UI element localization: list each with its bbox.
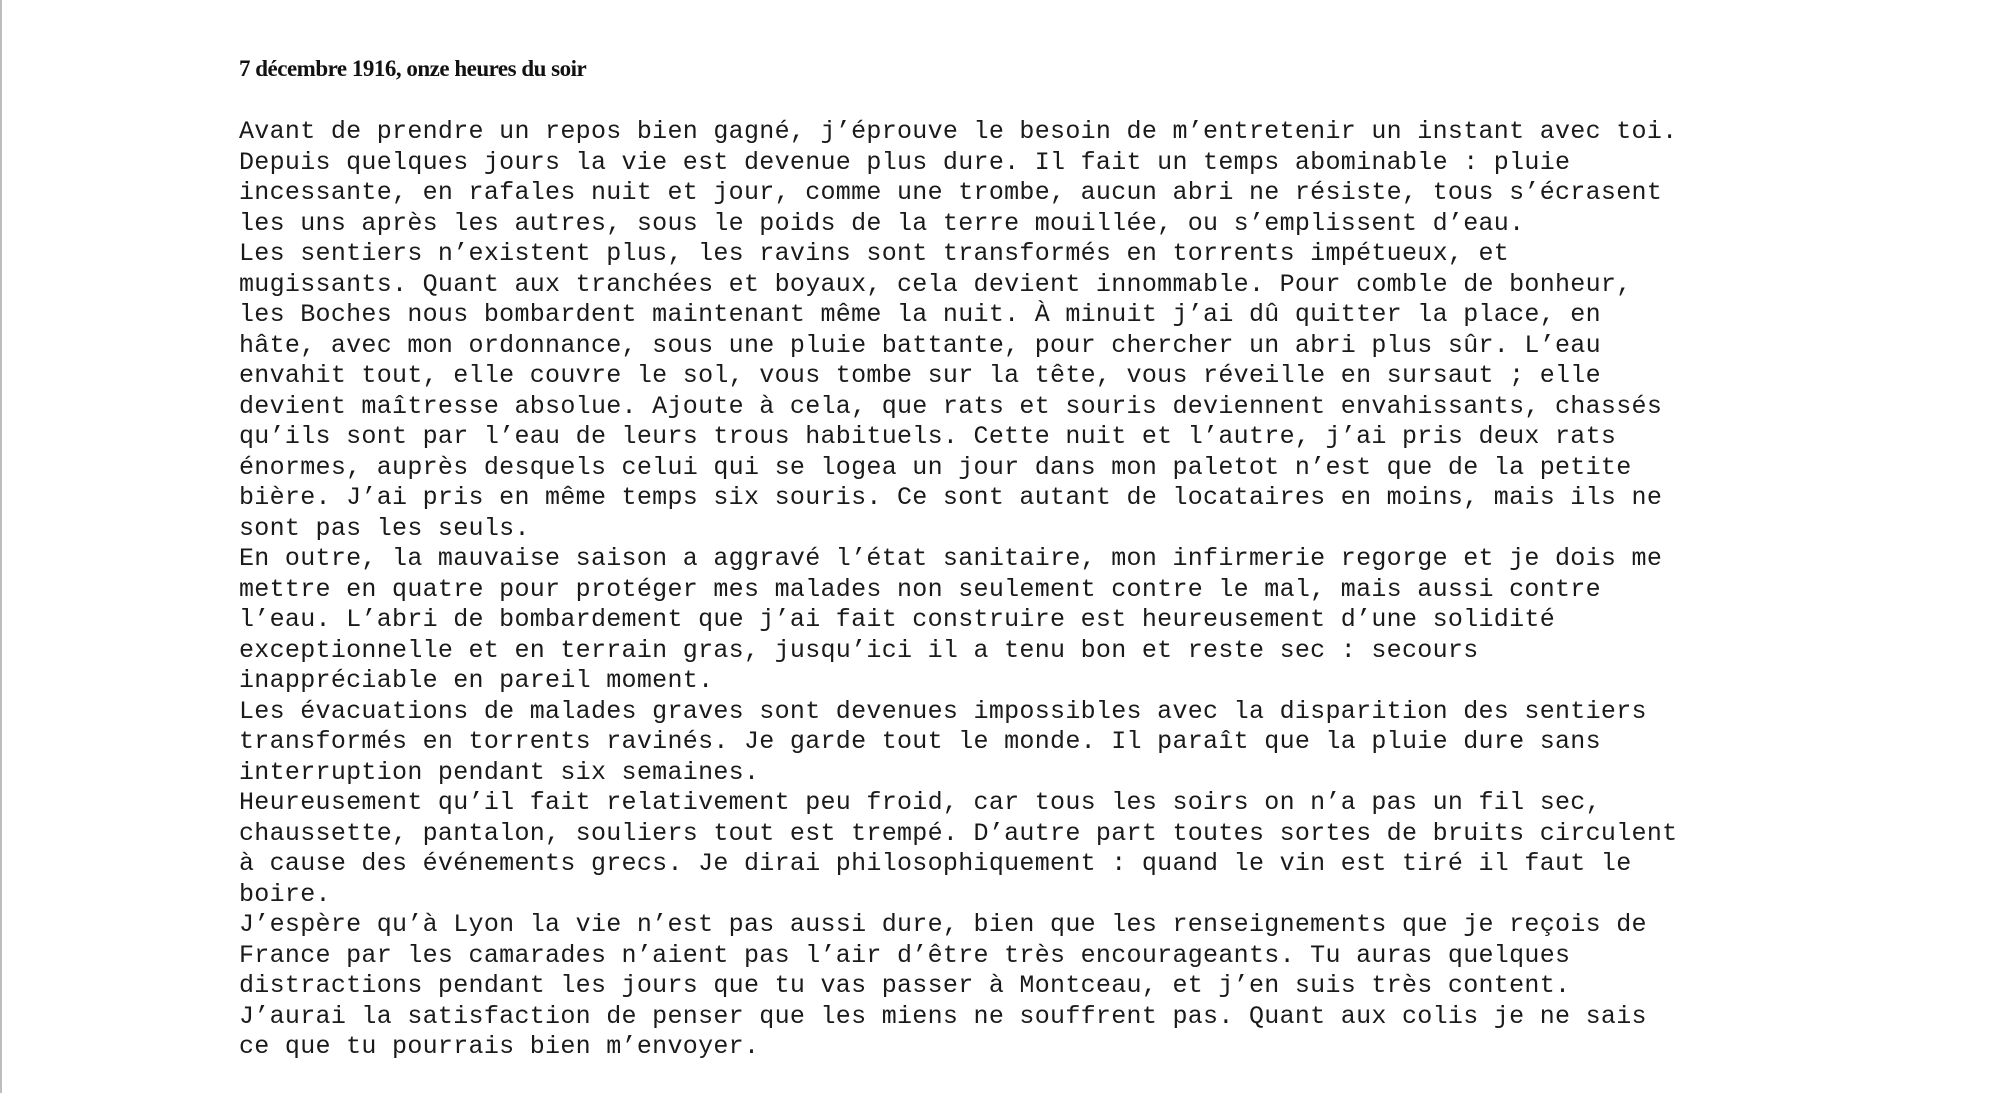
letter-date-heading: 7 décembre 1916, onze heures du soir — [239, 56, 587, 81]
body-line: exceptionnelle et en terrain gras, jusqu’ici il a tenu bon et reste sec : secours — [239, 635, 1479, 665]
page-left-border — [0, 0, 2, 1093]
body-line: ce que tu pourrais bien m’envoyer. — [239, 1032, 760, 1061]
body-line: qu’ils sont par l’eau de leurs trous habituels. Cette nuit et l’autre, j’ai pris deux rats — [239, 422, 1617, 451]
body-line: incessante, en rafales nuit et jour, comme une trombe, aucun abri ne résiste, tous s’écrasent — [239, 178, 1663, 207]
body-line: En outre, la mauvaise saison a aggravé l’état sanitaire, mon infirmerie regorge et je dois me — [239, 544, 1663, 573]
body-line: boire. — [239, 879, 331, 909]
body-line: devient maîtresse absolue. Ajoute à cela, que rats et souris deviennent envahissants, chassés — [239, 391, 1663, 421]
body-line: les Boches nous bombardent maintenant même la nuit. À minuit j’ai dû quitter la place, en — [239, 300, 1601, 329]
body-line: mettre en quatre pour protéger mes malades non seulement contre le mal, mais aussi contre — [239, 574, 1601, 604]
letter-body — [239, 117, 1677, 1063]
body-line: sont pas les seuls. — [239, 513, 530, 543]
body-line: Les sentiers n’existent plus, les ravins sont transformés en torrents impétueux, et — [239, 239, 1510, 268]
body-line: à cause des événements grecs. Je dirai philosophiquement : quand le vin est tiré il faut le — [239, 849, 1632, 878]
body-line: France par les camarades n’aient pas l’air d’être très encourageants. Tu auras quelques — [239, 940, 1571, 970]
body-line: envahit tout, elle couvre le sol, vous tombe sur la tête, vous réveille en sursaut ; elle — [239, 361, 1601, 390]
body-line: Heureusement qu’il fait relativement peu froid, car tous les soirs on n’a pas un fil sec, — [239, 788, 1601, 817]
body-line: hâte, avec mon ordonnance, sous une pluie battante, pour chercher un abri plus sûr. L’eau — [239, 330, 1601, 360]
body-line: inappréciable en pareil moment. — [239, 666, 714, 695]
body-line: distractions pendant les jours que tu vas passer à Montceau, et j’en suis très content. — [239, 971, 1571, 1000]
body-line: énormes, auprès desquels celui qui se logea un jour dans mon paletot n’est que de la petite — [239, 452, 1632, 482]
body-line: chaussette, pantalon, souliers tout est trempé. D’autre part toutes sortes de bruits circulent — [239, 818, 1678, 848]
body-line: Depuis quelques jours la vie est devenue plus dure. Il fait un temps abominable : pluie — [239, 147, 1571, 177]
body-line: transformés en torrents ravinés. Je garde tout le monde. Il paraît que la pluie dure sans — [239, 727, 1601, 756]
body-line: l’eau. L’abri de bombardement que j’ai fait construire est heureusement d’une solidité — [239, 605, 1556, 634]
body-line: mugissants. Quant aux tranchées et boyaux, cela devient innommable. Pour comble de bonheur, — [239, 269, 1632, 299]
body-line: J’espère qu’à Lyon la vie n’est pas aussi dure, bien que les renseignements que je reçois de — [239, 910, 1647, 939]
body-line: les uns après les autres, sous le poids de la terre mouillée, ou s’emplissent d’eau. — [239, 208, 1525, 238]
body-line: Les évacuations de malades graves sont devenues impossibles avec la disparition des sentiers — [239, 696, 1647, 726]
body-line: J’aurai la satisfaction de penser que les miens ne souffrent pas. Quant aux colis je ne sais — [239, 1001, 1647, 1031]
body-line: bière. J’ai pris en même temps six souris. Ce sont autant de locataires en moins, mais ils ne — [239, 483, 1663, 512]
body-line: interruption pendant six semaines. — [239, 757, 760, 787]
body-line: Avant de prendre un repos bien gagné, j’éprouve le besoin de m’entretenir un instant avec toi. — [239, 117, 1678, 146]
